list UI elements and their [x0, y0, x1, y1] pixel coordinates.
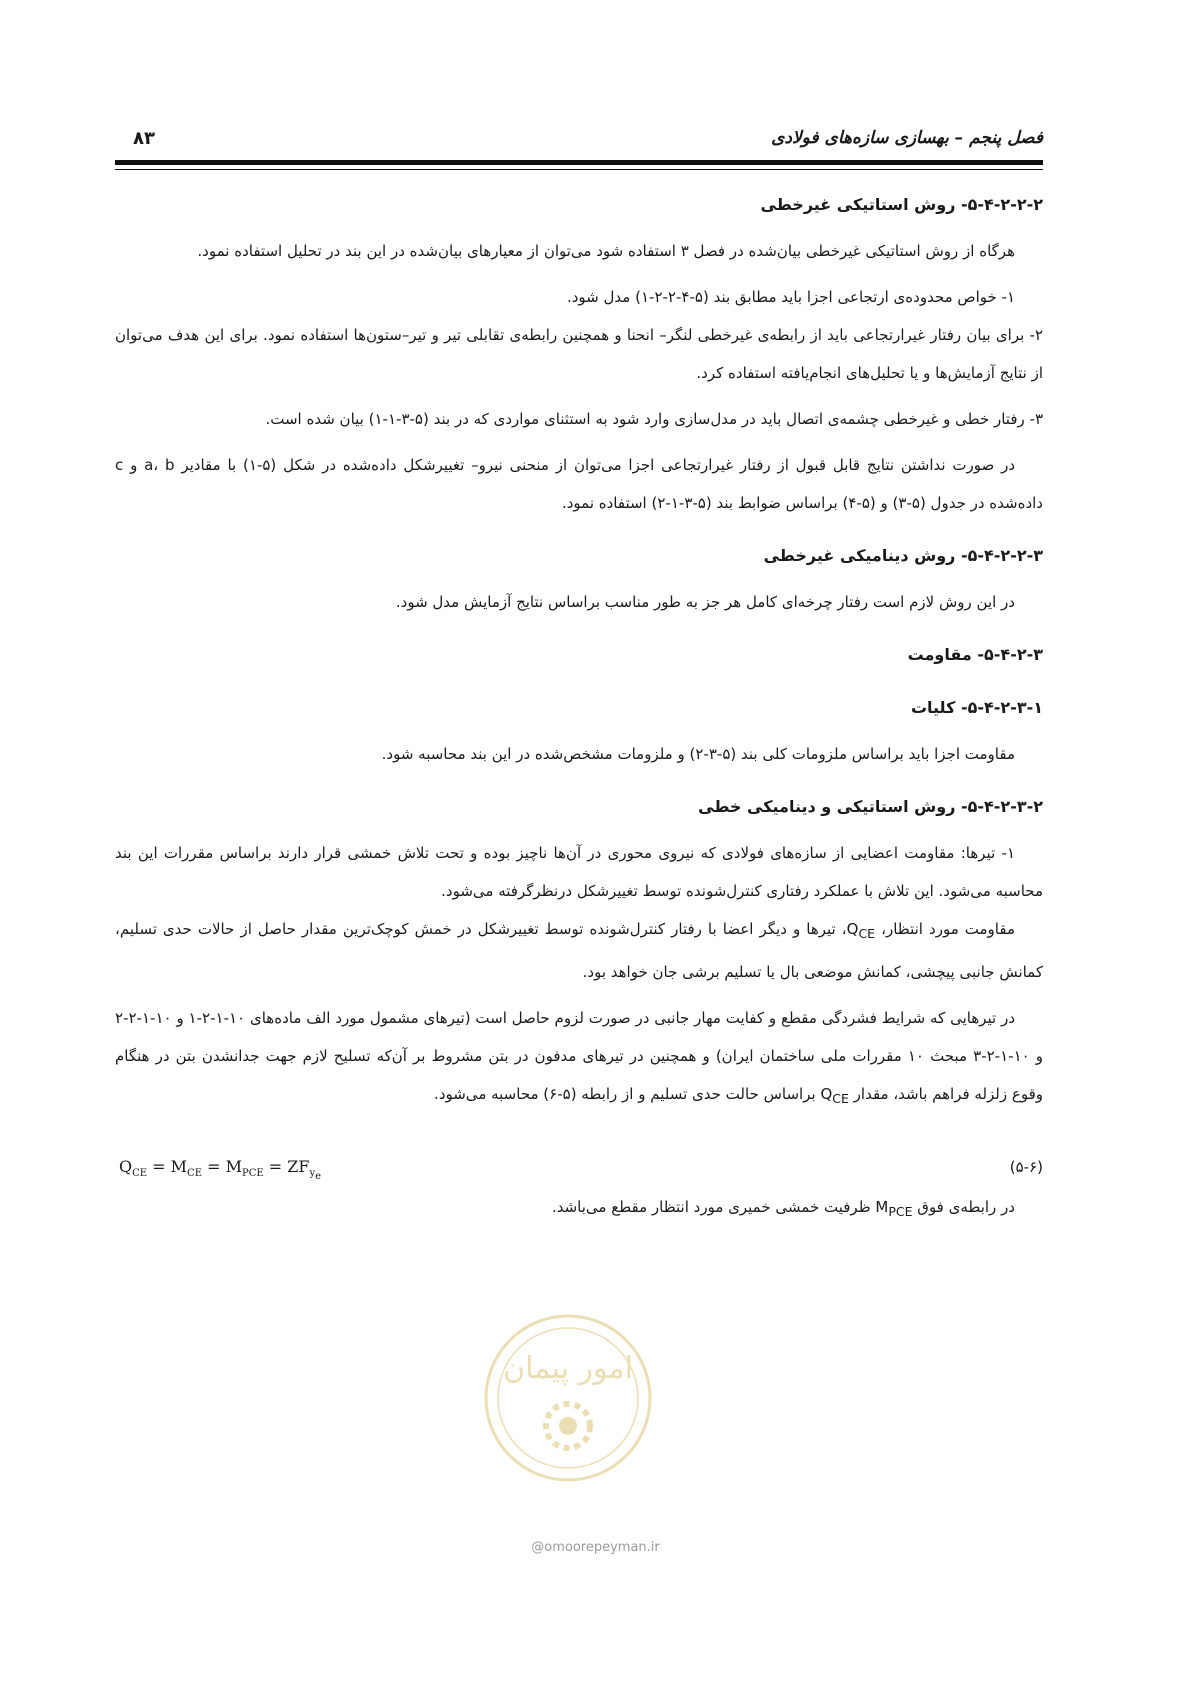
paragraph: مقاومت مورد انتظار، $Q_{CE}،$ تیرها و دیگر اعضا با رفتار کنترل‌شونده توسط تغییرشکل در خمش کوچک‌ترین مقدار حاصل از حالات حدی تسلیم، کمانش جانبی پیچشی، کمانش موضعی بال یا تسلیم برشی جان خواهد بود. [115, 920, 1043, 981]
section-heading: ۵-۴-۲-۳-۱- کلیات [910, 698, 1043, 717]
paragraph: هرگاه از روش استاتیکی غیرخطی بیان‌شده در فصل ۳ استفاده شود می‌توان از معیارهای بیان‌شده در این بند در تحلیل استفاده نمود. [197, 242, 1015, 260]
page-header [115, 126, 1043, 156]
section-heading: ۵-۴-۲-۲-۳- روش دینامیکی غیرخطی [763, 546, 1043, 565]
symbol-m-pce: $M_{PCE}$ [875, 1198, 913, 1219]
paragraph: در این روش لازم است رفتار چرخه‌ای کامل هر جز به طور مناسب براساس نتایج آزمایش مدل شود. [395, 593, 1015, 611]
page-body [115, 186, 1043, 1231]
paragraph: در صورت نداشتن نتایج قابل قبول از رفتار غیرارتجاعی اجزا می‌توان از منحنی نیرو– تغییرشکل داده‌شده در شکل (۵-۱) با مقادیر a، b و c داده‌شده در جدول (۵-۳) و (۵-۴) براساس ضوابط بند (۵-۳-۱-۲) استفاده نمود. [115, 456, 1043, 512]
section-heading: ۵-۴-۲-۳- مقاومت [907, 645, 1043, 664]
equation [115, 1148, 1043, 1188]
watermark-text: امور پیمان [503, 1351, 633, 1386]
list-item: ۲- برای بیان رفتار غیرارتجاعی باید از رابطه‌ی غیرخطی لنگر– انحنا و همچنین رابطه‌ی تقابلی تیر و تیر–ستون‌ها استفاده نمود. برای این هدف می‌توان از نتایج آزمایش‌ها و یا تحلیل‌های انجام‌یافته استفاده کرد. [115, 326, 1043, 382]
list-item: ۱- خواص محدوده‌ی ارتجاعی اجزا باید مطابق بند (۵-۴-۲-۲-۱) مدل شود. [566, 288, 1015, 306]
equation-number: (۵-۶) [1009, 1158, 1043, 1176]
footer-website: @omoorepeyman.ir [531, 1540, 660, 1555]
page-number: ۸۳ [133, 128, 155, 149]
section-heading: ۵-۴-۲-۳-۲- روش استاتیکی و دینامیکی خطی [698, 797, 1043, 816]
header-rule-thin [115, 169, 1043, 170]
paragraph: در رابطه‌ی فوق $M_{PCE}$ ظرفیت خمشی خمیری مورد انتظار مقطع می‌باشد. [551, 1198, 1015, 1219]
watermark-logo [478, 1308, 658, 1488]
symbol-q-ce: $Q_{CE}$ [820, 1085, 849, 1106]
chapter-title: فصل پنجم – بهسازی سازه‌های فولادی [771, 128, 1043, 148]
header-rule-thick [115, 160, 1043, 165]
paragraph: در تیرهایی که شرایط فشردگی مقطع و کفایت مهار جانبی در صورت لزوم حاصل است (تیرهای مشمول مورد الف ماده‌های ۱۰-۱-۲-۱ و ۱۰-۱-۲-۲ و ۱۰-۱-۲-۳ مبحث ۱۰ مقررات ملی ساختمان ایران) و همچنین در تیرهای مدفون در بتن مشروط بر آن‌که تسلیح لازم جهت جدانشدن بتن در هنگام وقوع زلزله فراهم باشد، مقدار $Q_{CE}$ براساس حالت حدی تسلیم و از رابطه (۵-۶) محاسبه می‌شود. [115, 1009, 1043, 1106]
paragraph: مقاومت اجزا باید براساس ملزومات کلی بند (۵-۳-۲) و ملزومات مشخص‌شده در این بند محاسبه شود. [381, 745, 1015, 763]
symbol-q-ce: $Q_{CE}$ [846, 920, 876, 941]
section-heading: ۵-۴-۲-۲-۲- روش استاتیکی غیرخطی [760, 195, 1043, 214]
list-item: ۳- رفتار خطی و غیرخطی چشمه‌ی اتصال باید در مدل‌سازی وارد شود به استثنای مواردی که در بند (۵-۳-۱-۱) بیان شده است. [265, 410, 1043, 428]
equation-formula: $Q_{CE} = M_{CE} = M_{PCE} = ZF_{y_e}$ [119, 1157, 322, 1183]
list-item: ۱- تیرها: مقاومت اعضایی از سازه‌های فولادی که نیروی محوری در آن‌ها ناچیز بوده و تحت تلاش خمشی قرار دارند براساس مقررات این بند محاسبه می‌شود. این تلاش با عملکرد رفتاری کنترل‌شونده توسط تغییرشکل درنظرگرفته می‌شود. [115, 844, 1043, 900]
